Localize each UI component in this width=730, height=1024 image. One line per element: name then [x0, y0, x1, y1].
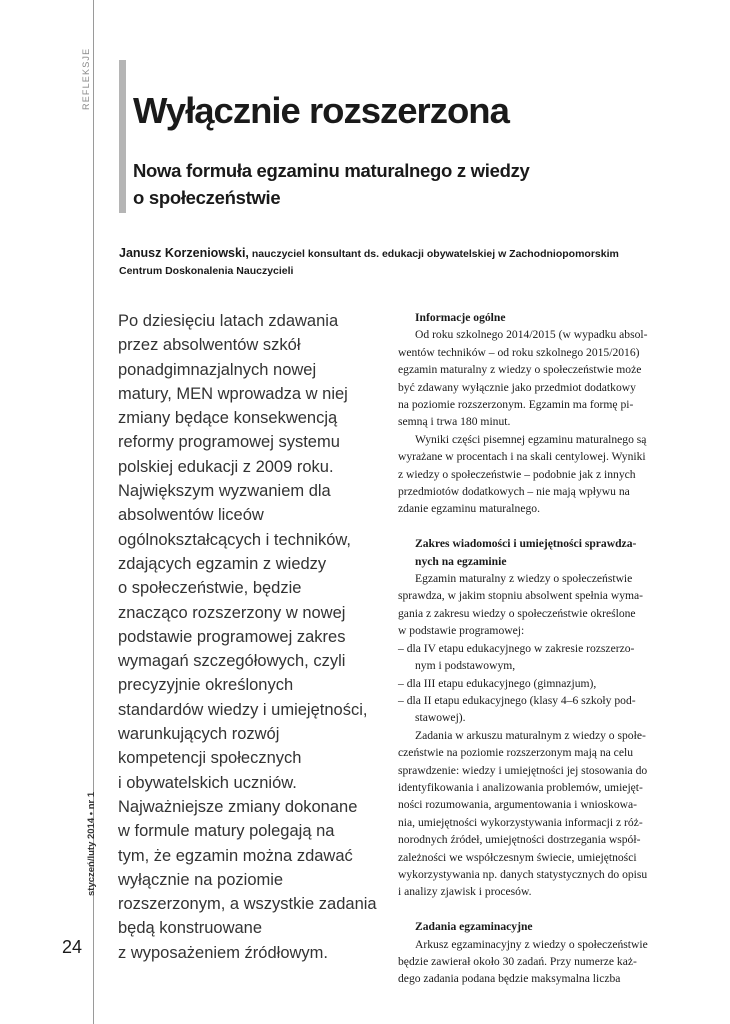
body-line: ności rozumowania, argumentowania i wnioskowa-	[398, 798, 638, 812]
body-line: nia, umiejętności wykorzystywania informacji z róż-	[398, 815, 643, 829]
body-line: zależności we współczesnym świecie, umiejętności	[398, 850, 637, 864]
lead-line: wymagań szczegółowych, czyli	[118, 652, 346, 671]
body-line: sprawdzenie: wiedzy i umiejętności jej stosowania do	[398, 763, 648, 777]
body-line: przedmiotów dodatkowych – nie mają wpływu na	[398, 485, 630, 499]
lead-line: zmiany będące konsekwencją	[118, 409, 338, 428]
list-line: – dla III etapu edukacyjnego (gimnazjum),	[398, 676, 597, 690]
body-line: semną i trwa 180 minut.	[398, 415, 511, 429]
body-line: Arkusz egzaminacyjny z wiedzy o społeczeństwie	[415, 937, 648, 951]
lead-line: precyzyjnie określonych	[118, 676, 294, 695]
body-line: w podstawie programowej:	[398, 624, 525, 638]
author-byline	[119, 245, 679, 280]
lead-line: ponadgimnazjalnych nowej	[118, 360, 317, 379]
body-line: wykorzystywania np. danych statystycznych do opisu	[398, 867, 648, 881]
body-line: wentów techników – od roku szkolnego 2015/2016)	[398, 345, 640, 359]
lead-line: i obywatelskich uczniów.	[118, 773, 297, 792]
body-column	[398, 309, 663, 988]
section-heading: nych na egzaminie	[415, 554, 507, 568]
body-line: norodnych źródeł, umiejętności dostrzegania współ-	[398, 833, 641, 847]
body-line: czeństwie na poziomie rozszerzonym mają na celu	[398, 746, 633, 760]
title-accent-bar	[119, 60, 126, 213]
lead-line: w formule matury polegają na	[118, 822, 335, 841]
body-line: egzamin maturalny z wiedzy o społeczeństwie może	[398, 363, 642, 377]
lead-paragraph	[118, 309, 383, 965]
body-line: będzie zawierał około 30 zadań. Przy numerze każ-	[398, 955, 637, 968]
lead-line: Największym wyzwaniem dla	[118, 482, 331, 501]
body-line: na poziomie rozszerzonym. Egzamin ma formę pi-	[398, 398, 634, 412]
body-line: Od roku szkolnego 2014/2015 (w wypadku absol-	[415, 328, 648, 342]
subtitle-line: o społeczeństwie	[133, 187, 281, 208]
issue-label: styczeń/luty 2014 • nr 1	[86, 791, 97, 896]
section-heading: Zadania egzaminacyjne	[415, 920, 533, 934]
body-line: z wiedzy o społeczeństwie – podobnie jak z innych	[398, 467, 636, 481]
lead-line: wyłącznie na poziomie	[118, 870, 284, 889]
lead-line: matury, MEN wprowadza w niej	[118, 384, 348, 403]
lead-line: reformy programowej systemu	[118, 433, 340, 452]
lead-line: zdających egzamin z wiedzy	[118, 554, 327, 573]
article-subtitle	[133, 157, 603, 211]
lead-line: podstawie programowej zakres	[118, 627, 346, 646]
lead-line: tym, że egzamin można zdawać	[118, 846, 353, 865]
lead-line: polskiej edukacji z 2009 roku.	[118, 457, 334, 476]
lead-line: przez absolwentów szkół	[118, 336, 301, 355]
list-line: stawowej).	[415, 711, 466, 725]
list-line: nym i podstawowym,	[415, 659, 516, 673]
list-line: – dla IV etapu edukacyjnego w zakresie rozszerzo-	[398, 641, 635, 655]
body-line: być zdawany wyłącznie jako przedmiot dodatkowy	[398, 380, 636, 394]
lead-line: Po dziesięciu latach zdawania	[118, 312, 339, 330]
subtitle-line: Nowa formuła egzaminu maturalnego z wiedzy	[133, 160, 530, 181]
section-heading: Zakres wiadomości i umiejętności sprawdza-	[415, 537, 637, 551]
article-title: Wyłącznie rozszerzona	[133, 90, 509, 131]
lead-line: o społeczeństwie, będzie	[118, 579, 302, 598]
list-line: – dla II etapu edukacyjnego (klasy 4–6 szkoły pod-	[398, 693, 636, 707]
lead-line: kompetencji społecznych	[118, 749, 302, 768]
body-line: i analizy zjawisk i procesów.	[398, 885, 532, 899]
paragraph-gap	[398, 901, 663, 918]
lead-line: znacząco rozszerzony w nowej	[118, 603, 346, 622]
body-line: Wyniki części pisemnej egzaminu maturalnego są	[415, 432, 647, 446]
lead-line: ogólnokształcących i techników,	[118, 530, 351, 549]
section-label: REFLEKSJE	[81, 47, 91, 110]
lead-line: warunkujących rozwój	[118, 725, 280, 744]
body-line: wyrażane w procentach i na skali centylowej. Wyniki	[398, 450, 646, 464]
author-affiliation: Centrum Doskonalenia Nauczycieli	[119, 265, 294, 277]
lead-line: Najważniejsze zmiany dokonane	[118, 797, 358, 816]
page-number: 24	[62, 937, 83, 957]
body-line: zdanie egzaminu maturalnego.	[398, 502, 540, 516]
lead-line: z wyposażeniem źródłowym.	[118, 943, 328, 962]
body-line: Egzamin maturalny z wiedzy o społeczeństwie	[415, 572, 633, 586]
body-line: sprawdza, w jakim stopniu absolwent spełnia wyma-	[398, 589, 644, 603]
lead-line: absolwentów liceów	[118, 506, 264, 525]
section-heading: Informacje ogólne	[415, 311, 506, 324]
body-line: Zadania w arkuszu maturalnym z wiedzy o społe-	[415, 728, 646, 742]
body-line: dego zadania podana będzie maksymalna liczba	[398, 972, 621, 986]
author-name: Janusz Korzeniowski,	[119, 246, 249, 260]
lead-line: będą konstruowane	[118, 919, 263, 938]
paragraph-gap	[398, 518, 663, 535]
author-role: nauczyciel konsultant ds. edukacji obywatelskiej w Zachodniopomorskim	[251, 248, 619, 260]
body-line: identyfikowania i analizowania problemów, umiejęt-	[398, 780, 643, 794]
lead-line: standardów wiedzy i umiejętności,	[118, 700, 368, 719]
body-line: gania z zakresu wiedzy o społeczeństwie określone	[398, 606, 636, 620]
lead-line: rozszerzonym, a wszystkie zadania	[118, 895, 377, 914]
